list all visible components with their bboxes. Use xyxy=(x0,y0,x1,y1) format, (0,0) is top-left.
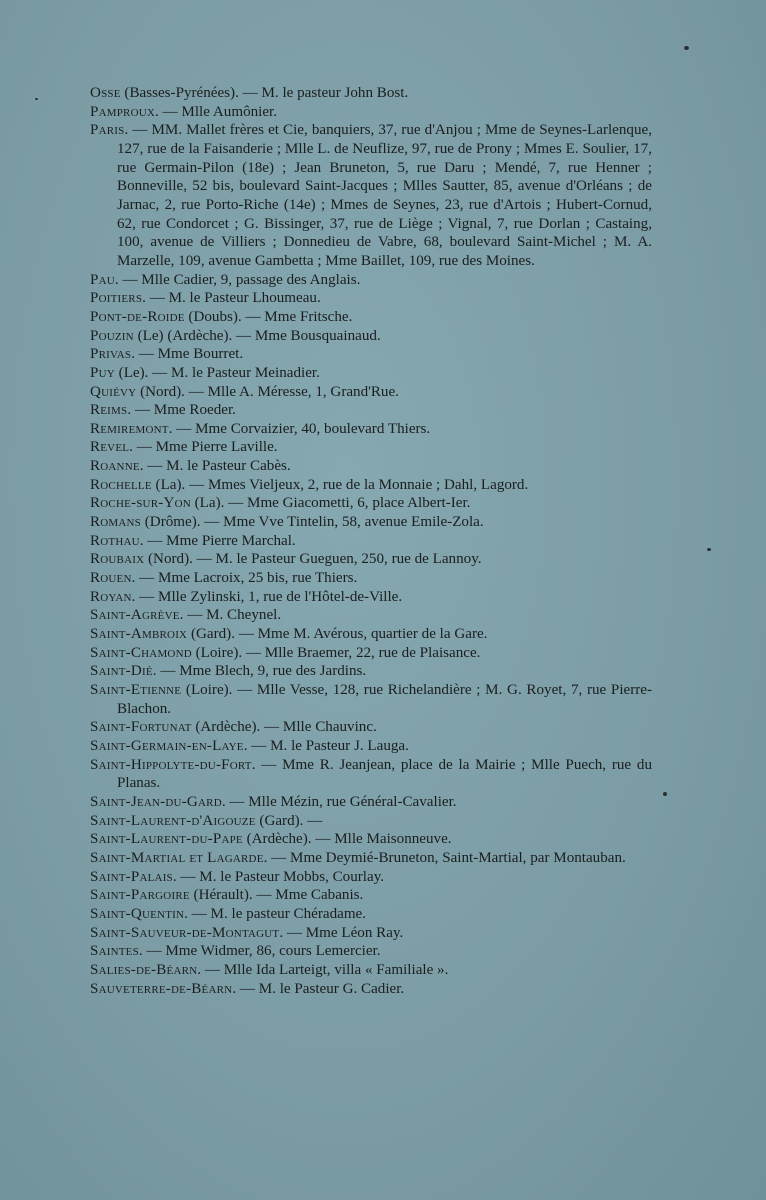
entry-detail: . — Mme Lacroix, 25 bis, rue Thiers. xyxy=(131,570,358,587)
speck-mark xyxy=(663,792,667,796)
speck-mark xyxy=(684,46,689,50)
entry-detail: (Gard). — Mme M. Avérous, quartier de la Gare. xyxy=(187,626,488,643)
list-item xyxy=(90,606,652,625)
place-name: Rochelle xyxy=(90,476,152,493)
list-item xyxy=(90,420,652,439)
entry-detail: . — M. le Pasteur G. Cadier. xyxy=(232,980,405,997)
list-item xyxy=(90,644,652,663)
list-item xyxy=(90,868,652,887)
entry-detail: (Gard). — xyxy=(255,812,323,829)
place-name: Saint-Sauveur-de-Montagut xyxy=(90,924,280,941)
entry-detail: (Nord). — M. le Pasteur Gueguen, 250, rue de Lannoy. xyxy=(144,551,482,568)
entry-detail: . — Mme Blech, 9, rue des Jardins. xyxy=(152,663,367,680)
list-item xyxy=(90,756,652,793)
entry-detail: . — Mme Corvaizier, 40, boulevard Thiers. xyxy=(168,420,431,437)
list-item xyxy=(90,364,652,383)
list-item xyxy=(90,103,652,122)
place-name: Saint-Quentin xyxy=(90,905,185,922)
entry-detail: (La). — Mme Giacometti, 6, place Albert-Ier. xyxy=(190,495,471,512)
list-item xyxy=(90,588,652,607)
list-item xyxy=(90,327,652,346)
place-name: Roanne xyxy=(90,458,140,475)
entry-detail: . — M. le Pasteur Cabès. xyxy=(139,458,291,475)
list-item xyxy=(90,532,652,551)
place-name: Remiremont xyxy=(90,420,169,437)
place-name: Saint-Germain-en-Laye xyxy=(90,737,244,754)
entry-detail: . — M. le Pasteur Lhoumeau. xyxy=(142,290,321,307)
entry-detail: (Drôme). — Mme Vve Tintelin, 58, avenue Emile-Zola. xyxy=(141,514,484,531)
entry-detail: (Nord). — Mlle A. Méresse, 1, Grand'Rue. xyxy=(136,383,399,400)
speck-mark xyxy=(707,548,711,551)
entry-detail: . — Mlle Ida Larteigt, villa « Familiale ». xyxy=(197,961,449,978)
place-name: Saint-Jean-du-Gard xyxy=(90,793,222,810)
place-name: Romans xyxy=(90,514,141,531)
list-item xyxy=(90,924,652,943)
place-name: Saint-Pargoire xyxy=(90,887,190,904)
place-name: Paris xyxy=(90,122,125,139)
list-item xyxy=(90,401,652,420)
entry-detail: . — Mlle Mézin, rue Général-Cavalier. xyxy=(221,793,457,810)
entry-detail: . — M. le Pasteur Mobbs, Courlay. xyxy=(172,868,385,885)
place-name: Rouen xyxy=(90,570,132,587)
entry-detail: . — Mlle Cadier, 9, passage des Anglais. xyxy=(114,271,361,288)
entry-detail: . — Mme Bourret. xyxy=(131,346,244,363)
place-name: Sauveterre-de-Béarn xyxy=(90,980,233,997)
place-name: Saint-Palais xyxy=(90,868,173,885)
list-item xyxy=(90,513,652,532)
place-name: Royan xyxy=(90,588,132,605)
list-item xyxy=(90,476,652,495)
list-item xyxy=(90,718,652,737)
place-name: Pamproux xyxy=(90,103,156,120)
entry-detail: . — Mme Léon Ray. xyxy=(279,924,404,941)
list-item xyxy=(90,942,652,961)
place-name: Saint-Laurent-d'Aigouze xyxy=(90,812,256,829)
place-name: Saint-Fortunat xyxy=(90,719,192,736)
entry-detail: (Loire). — Mlle Braemer, 22, rue de Plaisance. xyxy=(191,644,481,661)
list-item xyxy=(90,569,652,588)
entry-detail: . — Mme Roeder. xyxy=(127,402,236,419)
list-item xyxy=(90,980,652,999)
entry-detail: . — Mme R. Jeanjean, place de la Mairie ; Mlle Puech, rue du Planas. xyxy=(117,756,652,792)
list-item xyxy=(90,886,652,905)
entry-detail: (Le) (Ardèche). — Mme Bousquainaud. xyxy=(133,327,381,344)
place-name: Rothau xyxy=(90,532,140,549)
place-name: Poitiers xyxy=(90,290,143,307)
list-item xyxy=(90,737,652,756)
entry-detail: . — Mlle Zylinski, 1, rue de l'Hôtel-de-Ville. xyxy=(131,588,403,605)
entry-detail: (La). — Mmes Vieljeux, 2, rue de la Monnaie ; Dahl, Lagord. xyxy=(151,476,529,493)
list-item xyxy=(90,271,652,290)
entry-detail: . — M. le pasteur Chéradame. xyxy=(184,905,367,922)
place-name: Saint-Agrève xyxy=(90,607,180,624)
entry-detail: (Basses-Pyrénées). — M. le pasteur John Bost. xyxy=(120,85,409,101)
list-item xyxy=(90,383,652,402)
place-name: Saintes xyxy=(90,943,139,960)
entry-detail: . — Mme Pierre Laville. xyxy=(129,439,278,456)
speck-mark xyxy=(35,98,38,100)
place-name: Saint-Ambroix xyxy=(90,626,188,643)
entry-detail: . — M. le Pasteur J. Lauga. xyxy=(243,737,409,754)
place-name: Reims xyxy=(90,402,128,419)
list-item xyxy=(90,849,652,868)
place-name: Puy xyxy=(90,364,115,381)
place-name: Revel xyxy=(90,439,130,456)
entry-detail: (Doubs). — Mme Fritsche. xyxy=(184,308,353,325)
list-item xyxy=(90,345,652,364)
entry-detail: . — M. Cheynel. xyxy=(179,607,282,624)
place-name: Roche-sur-Yon xyxy=(90,495,191,512)
entry-detail: . — Mme Pierre Marchal. xyxy=(139,532,296,549)
place-name: Saint-Etienne xyxy=(90,682,182,698)
entry-detail: (Ardèche). — Mlle Chauvinc. xyxy=(191,719,377,736)
place-name: Saint-Chamond xyxy=(90,644,192,661)
place-name: Roubaix xyxy=(90,551,145,568)
list-item xyxy=(90,812,652,831)
place-name: Saint-Martial et Lagarde xyxy=(90,849,264,866)
entry-detail: (Hérault). — Mme Cabanis. xyxy=(189,887,364,904)
list-item xyxy=(90,438,652,457)
entry-detail: . — Mme Deymié-Bruneton, Saint-Martial, par Montauban. xyxy=(263,849,626,866)
list-item xyxy=(90,494,652,513)
list-item xyxy=(90,662,652,681)
list-item xyxy=(90,625,652,644)
entry-detail: (Ardèche). — Mlle Maisonneuve. xyxy=(242,831,452,848)
entry-detail: . — MM. Mallet frères et Cie, banquiers, 37, rue d'Anjou ; Mme de Seynes-Larlenque, 127, rue de la Faisanderie ; Mlle L. de Neuflize, 97, rue de Prony ; Mmes E. Soulier, 17, rue Germain-Pilon (18e) ; Jean Bruneton, 5, rue Daru ; Mendé, 7, rue Henner ; Bonneville, 52 bis, boulevard Saint-Jacques ; Mlles Sautter, 85, avenue d'Orléans ; de Jarnac, 2, rue Porto-Riche (14e) ; Mmes de Seynes, 23, rue d'Artois ; Hubert-Cornud, 62, rue Condorcet ; G. Bissinger, 37, rue de Liège ; Vignal, 7, rue Dorlan ; Castaing, 100, avenue de Villiers ; Donnedieu de Vabre, 68, boulevard Saint-Michel ; M. A. Marzelle, 109, avenue Gambetta ; Mme Baillet, 109, rue des Moines. xyxy=(117,122,652,269)
place-name: Saint-Laurent-du-Pape xyxy=(90,831,243,848)
place-name: Saint-Hippolyte-du-Fort xyxy=(90,756,252,773)
list-item xyxy=(90,289,652,308)
place-name: Pau xyxy=(90,271,115,288)
list-item xyxy=(90,84,652,103)
place-name: Saint-Dié xyxy=(90,663,153,680)
list-item xyxy=(90,905,652,924)
place-name: Privas xyxy=(90,346,132,363)
place-name: Osse xyxy=(90,85,121,101)
entry-detail: . — Mlle Aumônier. xyxy=(155,103,278,120)
list-item xyxy=(90,308,652,327)
list-item xyxy=(90,830,652,849)
directory-listing xyxy=(90,84,652,998)
list-item xyxy=(90,457,652,476)
place-name: Quiévy xyxy=(90,383,137,400)
list-item xyxy=(90,681,652,718)
entry-detail: . — Mme Widmer, 86, cours Lemercier. xyxy=(138,943,381,960)
list-item xyxy=(90,121,652,270)
place-name: Pont-de-Roide xyxy=(90,308,185,325)
list-item xyxy=(90,550,652,569)
list-item xyxy=(90,793,652,812)
place-name: Pouzin xyxy=(90,327,134,344)
list-item xyxy=(90,961,652,980)
entry-detail: (Loire). — Mlle Vesse, 128, rue Richelandière ; M. G. Royet, 7, rue Pierre-Blachon. xyxy=(117,682,652,717)
entry-detail: (Le). — M. le Pasteur Meinadier. xyxy=(114,364,320,381)
place-name: Salies-de-Béarn xyxy=(90,961,198,978)
